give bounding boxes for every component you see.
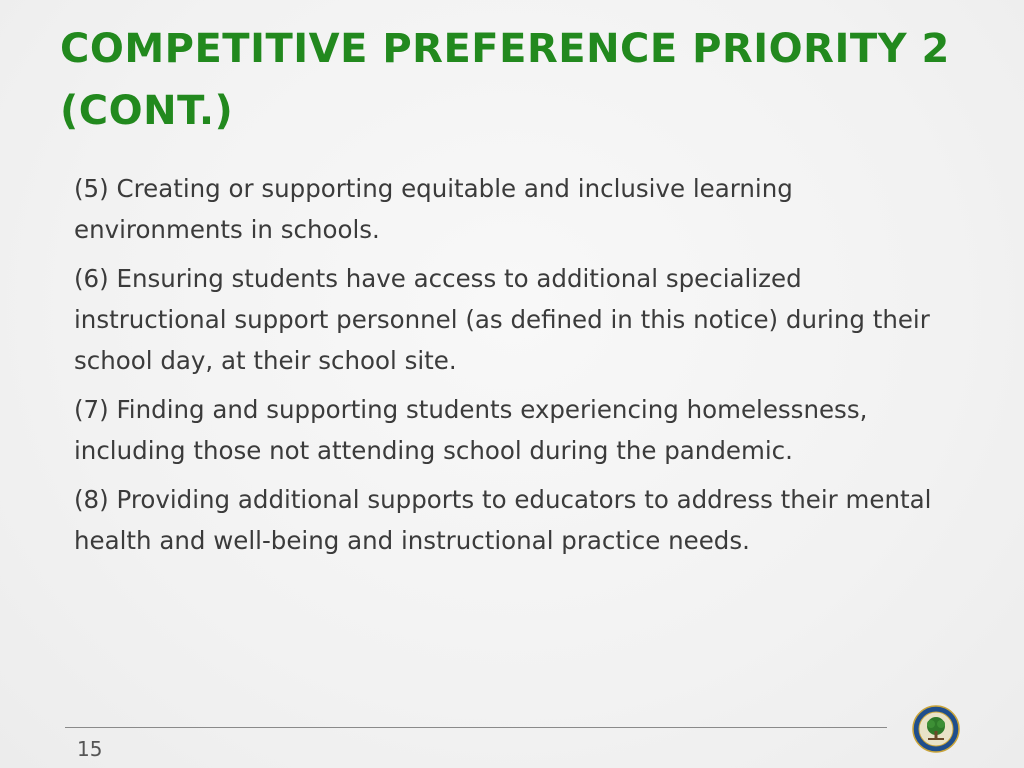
- list-item: (8) Providing additional supports to educators to address their mental health and well-being and instructional practice needs.: [74, 485, 932, 555]
- slide-title: COMPETITIVE PREFERENCE PRIORITY 2 (CONT.): [60, 26, 950, 134]
- page-number: 15: [77, 737, 103, 761]
- footer-divider: [65, 727, 887, 728]
- priority-list: [74, 168, 954, 569]
- department-of-education-seal-icon: [912, 705, 960, 753]
- list-item: (7) Finding and supporting students experiencing homelessness, including those not attending school during the pandemic.: [74, 395, 868, 465]
- list-item: (5) Creating or supporting equitable and inclusive learning environments in schools.: [74, 174, 793, 244]
- list-item: (6) Ensuring students have access to additional specialized instructional support personnel (as defined in this notice) during their school day, at their school site.: [74, 264, 930, 375]
